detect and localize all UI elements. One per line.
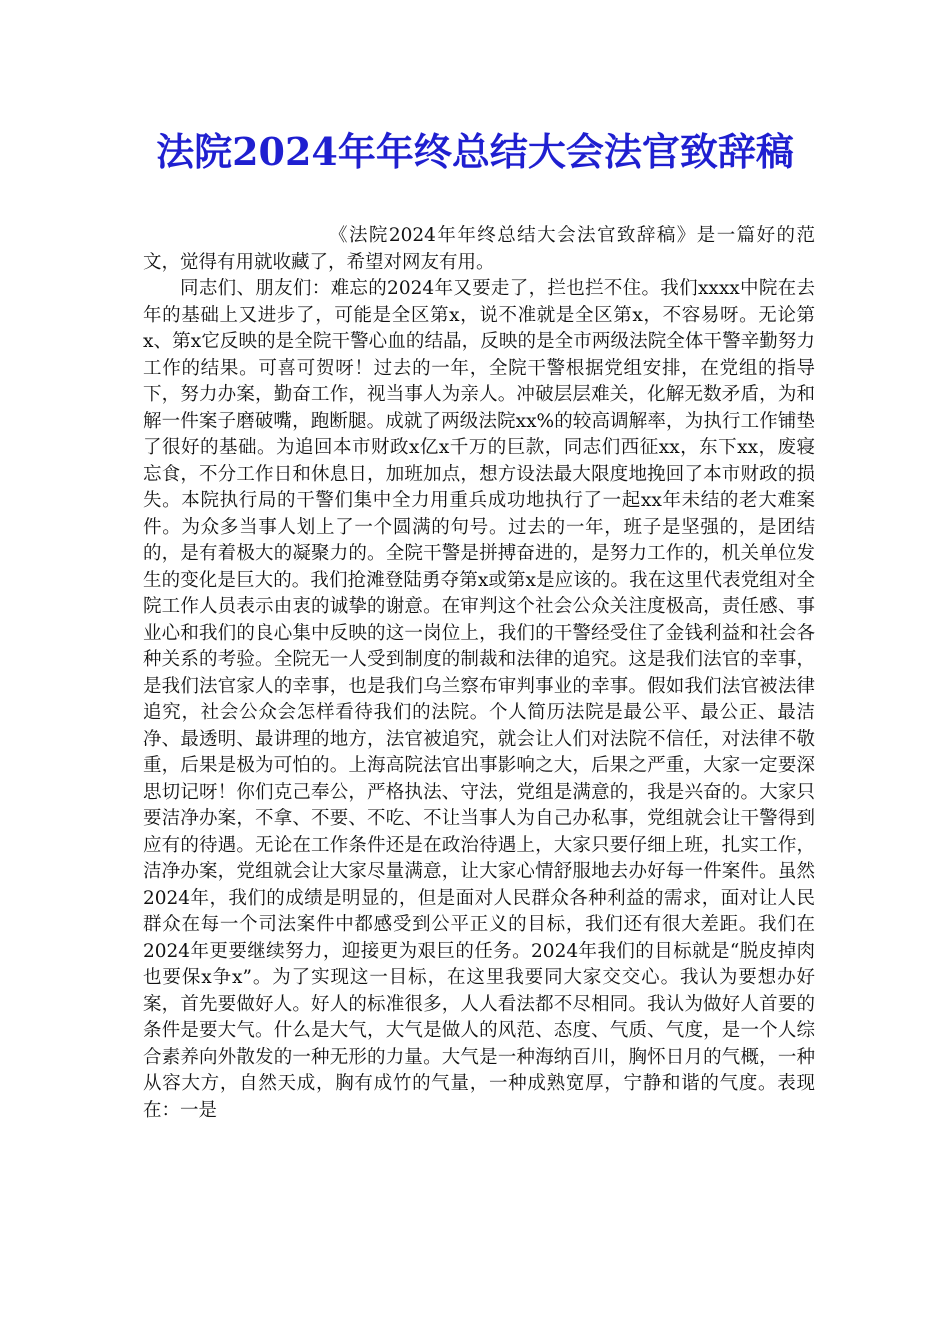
document-body (143, 223, 815, 1124)
document-title: 法院2024年年终总结大会法官致辞稿 (156, 129, 794, 174)
main-paragraph: 同志们、朋友们：难忘的2024年又要走了，拦也拦不住。我们xxxx中院在去年的基础上又进步了，可能是全区第x，说不准就是全区第x，不容易呀。无论第x、第x它反映的是全院干警心血的结晶，反映的是全市两级法院全体干警辛勤努力工作的结果。可喜可贺呀！过去的一年，全院干警根据党组安排，在党组的指导下，努力办案，勤奋工作，视当事人为亲人。冲破层层难关，化解无数矛盾，为和解一件案子磨破嘴，跑断腿。成就了两级法院xx%的较高调解率，为执行工作铺垫了很好的基础。为追回本市财政x亿x千万的巨款，同志们西征xx，东下xx，废寝忘食，不分工作日和休息日，加班加点，想方设法最大限度地挽回了本市财政的损失。本院执行局的干警们集中全力用重兵成功地执行了一起xx年未结的老大难案件。为众多当事人划上了一个圆满的句号。过去的一年，班子是坚强的，是团结的，是有着极大的凝聚力的。全院干警是拼搏奋进的，是努力工作的，机关单位发生的变化是巨大的。我们抢滩登陆勇夺第x或第x是应该的。我在这里代表党组对全院工作人员表示由衷的诚挚的谢意。在审判这个社会公众关注度极高，责任感、事业心和我们的良心集中反映的这一岗位上，我们的干警经受住了金钱利益和社会各种关系的考验。全院无一人受到制度的制裁和法律的追究。这是我们法官的幸事，是我们法官家人的幸事，也是我们乌兰察布审判事业的幸事。假如我们法官被法律追究，社会公众会怎样看待我们的法院。个人简历法院是最公平、最公正、最洁净、最透明、最讲理的地方，法官被追究，就会让人们对法院不信任，对法律不敬重，后果是极为可怕的。上海高院法官出事影响之大，后果之严重，大家一定要深思切记呀！你们克己奉公，严格执法、守法，党组是满意的，我是兴奋的。大家只要洁净办案，不拿、不要、不吃、不让当事人为自己办私事，党组就会让干警得到应有的待遇。无论在工作条件还是在政治待遇上，大家只要仔细上班，扎实工作，洁净办案，党组就会让大家尽量满意，让大家心情舒服地去办好每一件案件。虽然2024年，我们的成绩是明显的，但是面对人民群众各种利益的需求，面对让人民群众在每一个司法案件中都感受到公平正义的目标，我们还有很大差距。我们在2024年更要继续努力，迎接更为艰巨的任务。2024年我们的目标就是“脱皮掉肉也要保x争x”。为了实现这一目标，在这里我要同大家交交心。我认为要想办好案，首先要做好人。好人的标准很多，人人看法都不尽相同。我认为做好人首要的条件是要大气。什么是大气，大气是做人的风范、态度、气质、气度，是一个人综合素养向外散发的一种无形的力量。大气是一种海纳百川，胸怀日月的气概，一种从容大方，自然天成，胸有成竹的气量，一种成熟宽厚，宁静和谐的气度。表现在：一是 (143, 278, 815, 1121)
intro-paragraph: 《法院2024年年终总结大会法官致辞稿》是一篇好的范文，觉得有用就收藏了，希望对网友有用。 (143, 225, 815, 273)
